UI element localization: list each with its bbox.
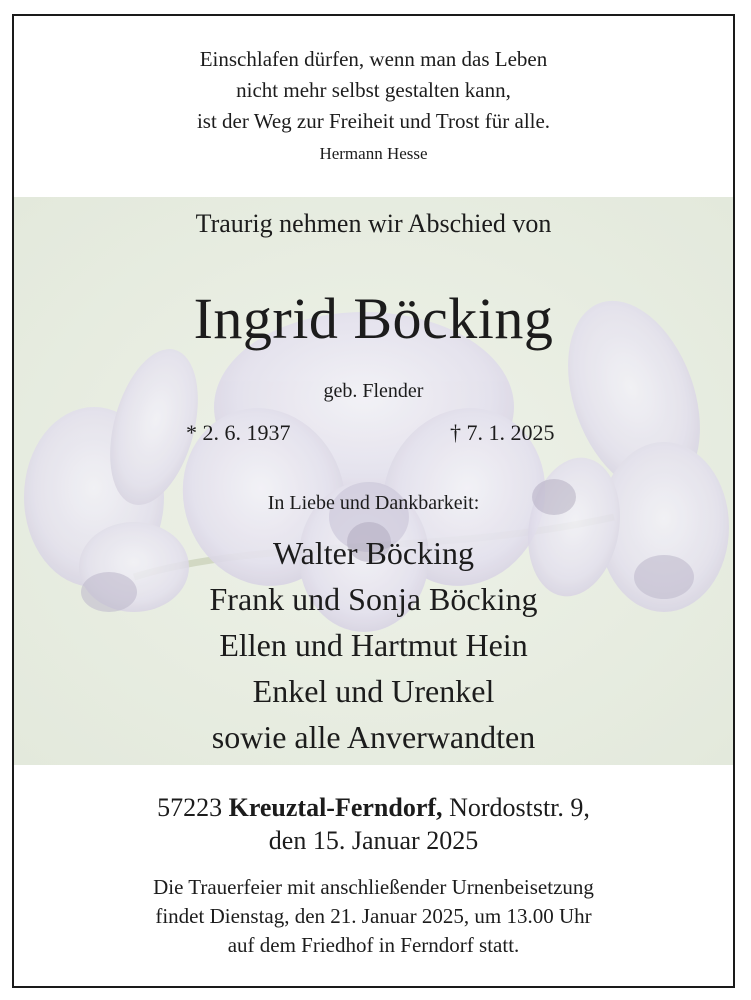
date-line: den 15. Januar 2025 — [268, 826, 479, 855]
quote-line-3: ist der Weg zur Freiheit und Trost für alle. — [196, 109, 551, 133]
mourner-2: Frank und Sonja Böcking — [209, 581, 538, 617]
quote-line-1: Einschlafen dürfen, wenn man das Leben — [199, 47, 548, 71]
death-date: † 7. 1. 2025 — [450, 420, 555, 445]
obituary-notice — [12, 14, 735, 988]
service-line-2: findet Dienstag, den 21. Januar 2025, um 13.00 Uhr — [155, 904, 592, 928]
mourner-4: Enkel und Urenkel — [252, 673, 495, 709]
mourners-heading: In Liebe und Dankbarkeit: — [267, 492, 480, 514]
birth-name: geb. Flender — [323, 380, 424, 402]
quote-line-2: nicht mehr selbst gestalten kann, — [236, 78, 511, 102]
postcode: 57223 — [157, 793, 223, 822]
mourner-5: sowie alle Anverwandten — [211, 719, 536, 755]
intro-text: Traurig nehmen wir Abschied von — [195, 209, 552, 238]
birth-date: * 2. 6. 1937 — [186, 420, 291, 445]
mourner-1: Walter Böcking — [273, 535, 474, 571]
service-line-3: auf dem Friedhof in Ferndorf statt. — [227, 933, 520, 957]
address-line — [14, 791, 733, 824]
mourner-3: Ellen und Hartmut Hein — [219, 627, 528, 663]
orchid-background-band — [14, 197, 733, 765]
town: Kreuztal-Ferndorf, — [228, 793, 443, 822]
quote-author: Hermann Hesse — [319, 144, 428, 163]
service-line-1: Die Trauerfeier mit anschließender Urnenbeisetzung — [153, 875, 594, 899]
deceased-name: Ingrid Böcking — [193, 286, 554, 351]
street: Nordoststr. 9, — [449, 793, 590, 822]
